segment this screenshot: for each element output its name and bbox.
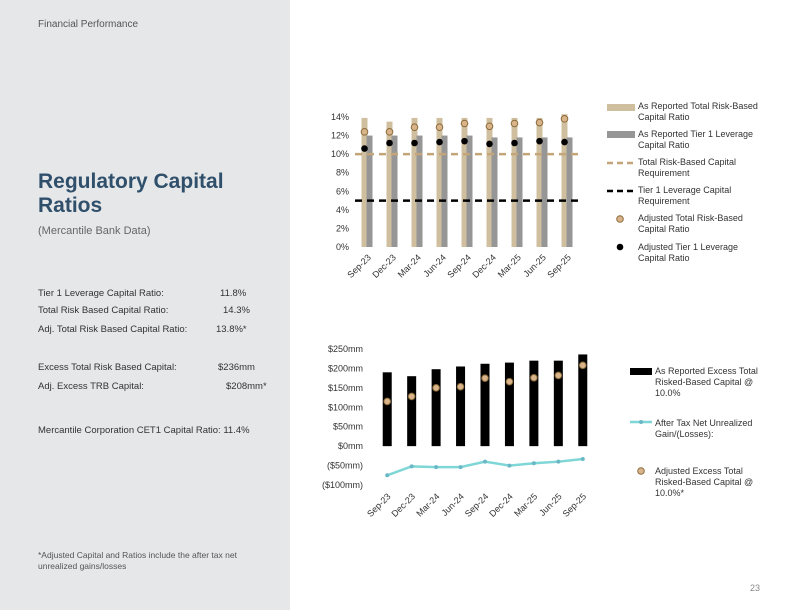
x-tick-label: Dec-24 [470,252,498,280]
legend-label: Tier 1 Leverage Capital Requirement [638,185,732,206]
y-tick-label: $250mm [327,344,363,354]
tier1-leverage-bar [367,136,373,247]
adj-total-rbc-point [386,129,393,136]
x-tick-label: Sep-24 [462,491,491,519]
legend-label: As Reported Excess Total Risked-Based Capital @ 10.0% [655,366,758,398]
stat-label: Adj. Total Risk Based Capital Ratio: [38,324,188,335]
adj-tier1-point [561,139,568,146]
adj-tier1-point [386,140,393,147]
adj-excess-trb-point [579,362,586,369]
excess-trb-bar [456,366,465,446]
x-tick-label: Sep-25 [545,252,573,280]
x-tick-label: Dec-23 [389,491,418,519]
capital-ratios-chart [300,100,600,295]
adj-excess-trb-point [457,383,464,390]
footnote: *Adjusted Capital and Ratios include the after tax net unrealized gains/losses [38,550,237,571]
y-tick-label: $50mm [332,421,363,432]
stat-value: 11.8% [220,288,247,299]
legend-label: Adjusted Tier 1 Leverage Capital Ratio [638,242,739,263]
adj-total-rbc-point [511,120,518,127]
legend-label: Total Risk-Based Capital Requirement [638,157,737,178]
tier1-leverage-bar [442,136,448,247]
unrealized-gain-loss-point [385,473,389,477]
tier1-leverage-bar [417,136,423,247]
adj-tier1-point [461,138,468,145]
legend-swatch-tan-bar [607,104,635,112]
x-tick-label: Sep-23 [365,491,393,519]
x-tick-label: Dec-24 [487,491,515,519]
x-tick-label: Mar-24 [414,491,442,519]
adj-tier1-point [536,138,543,145]
unrealized-gain-loss-point [483,460,487,464]
legend-label: Adjusted Excess Total Risked-Based Capital @ 10.0%* [655,466,754,498]
stat-value: $236mm [218,362,255,373]
stat-value: 13.8%* [216,324,247,335]
adj-tier1-point [511,140,518,147]
stat-total-risk-based [38,305,250,316]
page-number: 23 [749,583,760,593]
unrealized-gain-loss-point [532,461,536,465]
unrealized-gain-loss-point [459,465,463,469]
adj-total-rbc-point [536,119,543,126]
y-tick-label: 14% [330,112,349,122]
excess-capital-chart [300,337,610,527]
legend-swatch-teal-line [630,418,652,426]
adj-excess-trb-point [482,375,489,382]
y-tick-label: 0% [335,242,349,252]
adj-excess-trb-point [506,378,513,385]
adj-excess-trb-point [531,374,538,381]
x-tick-label: Sep-24 [445,252,473,280]
x-tick-label: Mar-25 [495,252,523,280]
y-tick-label: ($100mm) [321,480,363,490]
stat-value: 11.4% [223,425,250,436]
legend-swatch-tan-dot [636,466,646,476]
legend-swatch-tan-dash [607,160,635,166]
tier1-leverage-bar [467,136,473,247]
x-tick-label: Jun-24 [421,252,448,279]
adj-total-rbc-point [486,123,493,130]
tier1-leverage-bar [392,136,398,247]
y-tick-label: $150mm [327,382,363,393]
tier1-leverage-bar [542,137,548,247]
stat-excess-trb [38,362,255,373]
adj-total-rbc-point [361,129,368,136]
stat-value: $208mm* [226,381,267,392]
adj-total-rbc-point [436,124,443,131]
adj-excess-trb-point [555,372,562,379]
stat-label: Total Risk Based Capital Ratio: [38,305,169,316]
adj-total-rbc-point [411,124,418,131]
x-tick-label: Jun-24 [439,491,466,518]
legend-label: As Reported Tier 1 Leverage Capital Ratio [638,129,754,150]
adj-excess-trb-point [384,398,391,405]
unrealized-gain-loss-point [507,464,511,468]
x-tick-label: Jun-25 [537,491,564,518]
adj-total-rbc-point [561,116,568,123]
legend-label: As Reported Total Risk-Based Capital Ratio [638,101,758,122]
stat-adj-excess-trb [38,381,267,392]
adj-excess-trb-point [408,393,415,400]
stat-adj-total-risk-based [38,324,247,335]
y-tick-label: $0mm [337,441,363,452]
adj-total-rbc-point [461,120,468,127]
y-tick-label: $100mm [327,402,363,413]
adj-tier1-point [361,145,368,152]
legend-swatch-tan-dot [615,214,625,224]
stat-label: Tier 1 Leverage Capital Ratio: [38,288,164,299]
y-tick-label: ($50mm) [326,460,363,471]
unrealized-gain-loss-point [581,457,585,461]
section-header: Financial Performance [38,19,139,30]
y-tick-label: 2% [335,223,349,234]
legend-swatch-black-dash [607,188,635,194]
legend-swatch-gray-bar [607,131,635,139]
adj-excess-trb-point [433,385,440,392]
excess-trb-bar [432,369,441,446]
excess-trb-bar [407,376,416,446]
adj-tier1-point [436,139,443,146]
legend-label: After Tax Net Unrealized Gain/(Losses): [655,418,753,439]
x-tick-label: Dec-23 [370,252,398,280]
y-tick-label: $200mm [327,363,363,374]
stat-tier1-leverage [38,288,247,299]
adj-tier1-point [486,141,493,148]
legend-label: Adjusted Total Risk-Based Capital Ratio [638,213,743,234]
legend-swatch-black-dot [615,242,625,252]
excess-trb-bar [505,363,514,447]
x-tick-label: Mar-25 [512,491,540,519]
unrealized-gain-loss-point [434,465,438,469]
stat-cet1 [38,425,250,436]
x-tick-label: Sep-25 [560,491,589,519]
excess-trb-bar [383,372,392,446]
x-tick-label: Mar-24 [395,252,423,280]
unrealized-gain-loss-point [556,460,560,464]
y-tick-label: 8% [335,167,349,178]
adj-tier1-point [411,140,418,147]
stat-value: 14.3% [223,305,250,316]
legend-swatch-black-bar [630,368,652,376]
excess-trb-bar [529,361,538,446]
page-subtitle: (Mercantile Bank Data) [38,225,151,237]
page-title: Regulatory Capital Ratios [38,170,224,217]
stat-label: Mercantile Corporation CET1 Capital Ratio: [38,425,221,436]
y-tick-label: 4% [335,204,349,215]
y-tick-label: 12% [330,130,349,141]
x-tick-label: Jun-25 [521,252,548,279]
x-tick-label: Sep-23 [345,252,373,280]
y-tick-label: 6% [335,186,349,197]
y-tick-label: 10% [330,149,349,160]
stat-label: Excess Total Risk Based Capital: [38,362,177,373]
unrealized-gain-loss-point [410,464,414,468]
stat-label: Adj. Excess TRB Capital: [38,381,144,392]
